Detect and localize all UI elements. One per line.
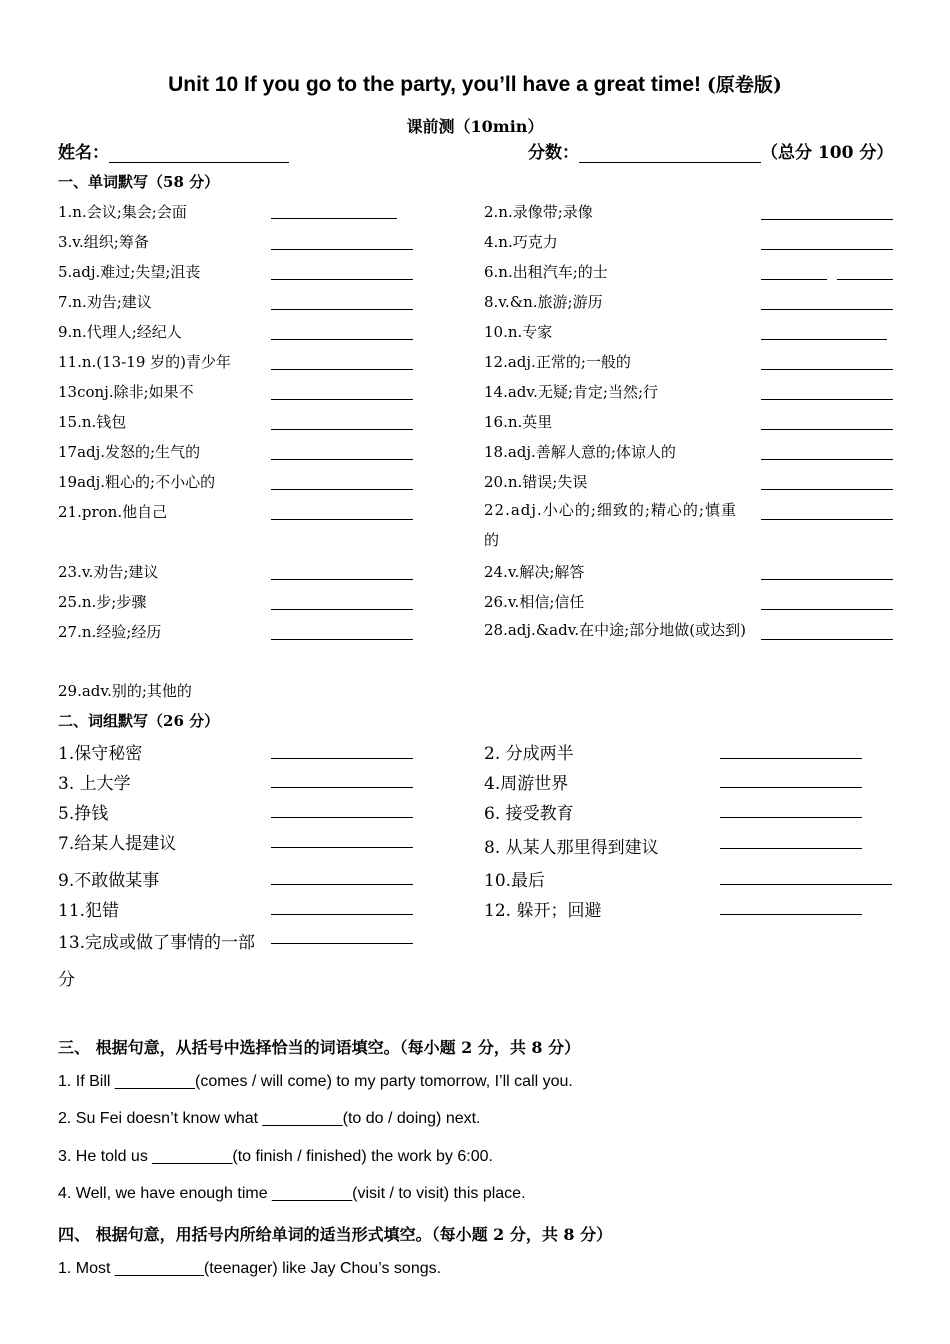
word-item: 1.n.会议;集会;会面 bbox=[58, 203, 187, 221]
answer-blank[interactable] bbox=[271, 429, 413, 430]
title-suffix: (原卷版) bbox=[706, 74, 782, 96]
section1-heading: 一、单词默写（58 分） bbox=[58, 173, 220, 191]
score-row bbox=[528, 138, 893, 163]
section3-heading: 三、 根据句意，从括号中选择恰当的词语填空。（每小题 2 分，共 8 分） bbox=[58, 1038, 581, 1057]
word-item: 13conj.除非;如果不 bbox=[58, 383, 194, 401]
word-item: 3.v.组织;筹备 bbox=[58, 233, 149, 251]
phrase-item: 4.周游世界 bbox=[484, 774, 569, 794]
phrase-item: 5.挣钱 bbox=[58, 804, 109, 824]
answer-blank[interactable] bbox=[271, 489, 413, 490]
word-item: 11.n.(13-19 岁的)青少年 bbox=[58, 353, 231, 371]
answer-blank[interactable] bbox=[761, 339, 887, 340]
answer-blank[interactable] bbox=[271, 218, 397, 219]
word-item: 25.n.步;步骤 bbox=[58, 593, 147, 611]
phrase-item: 11.犯错 bbox=[58, 901, 120, 921]
sentence-item: 4. Well, we have enough time _________(visit / to visit) this place. bbox=[58, 1185, 526, 1202]
answer-blank[interactable] bbox=[271, 787, 413, 788]
phrase-item: 2. 分成两半 bbox=[484, 744, 574, 764]
answer-blank[interactable] bbox=[720, 787, 862, 788]
sentence-item: 2. Su Fei doesn’t know what _________(to do / doing) next. bbox=[58, 1110, 481, 1127]
answer-blank[interactable] bbox=[271, 758, 413, 759]
word-item: 17adj.发怒的;生气的 bbox=[58, 443, 201, 461]
phrase-item: 3. 上大学 bbox=[58, 774, 131, 794]
answer-blank[interactable] bbox=[271, 309, 413, 310]
phrase-item: 13.完成或做了事情的一部分 bbox=[58, 933, 256, 990]
word-item: 26.v.相信;信任 bbox=[484, 593, 585, 611]
word-item: 28.adj.&adv.在中途;部分地做(或达到) bbox=[484, 621, 746, 639]
word-item: 24.v.解决;解答 bbox=[484, 563, 585, 581]
answer-blank[interactable] bbox=[720, 914, 862, 915]
answer-blank[interactable] bbox=[761, 609, 893, 610]
word-item: 9.n.代理人;经纪人 bbox=[58, 323, 182, 341]
word-item: 6.n.出租汽车;的士 bbox=[484, 263, 608, 281]
word-item: 16.n.英里 bbox=[484, 413, 553, 431]
answer-blank[interactable] bbox=[271, 884, 413, 885]
word-item: 10.n.专家 bbox=[484, 323, 553, 341]
word-item: 21.pron.他自己 bbox=[58, 503, 168, 521]
word-item: 22.adj.小心的;细致的;精心的;慎重的 bbox=[484, 501, 737, 549]
answer-blank[interactable] bbox=[271, 459, 413, 460]
answer-blank[interactable] bbox=[720, 884, 892, 885]
answer-blank[interactable] bbox=[271, 519, 413, 520]
word-item: 4.n.巧克力 bbox=[484, 233, 558, 251]
answer-blank[interactable] bbox=[271, 609, 413, 610]
phrase-item: 1.保守秘密 bbox=[58, 744, 143, 764]
phrase-item: 12. 躲开；回避 bbox=[484, 901, 602, 921]
answer-blank[interactable] bbox=[271, 279, 413, 280]
answer-blank[interactable] bbox=[271, 914, 413, 915]
answer-blank[interactable] bbox=[761, 579, 893, 580]
answer-blank[interactable] bbox=[761, 489, 893, 490]
answer-blank[interactable] bbox=[761, 309, 893, 310]
section2-heading: 二、词组默写（26 分） bbox=[58, 712, 220, 730]
document-subtitle: 课前测（10min） bbox=[406, 117, 544, 136]
score-label: 分数： bbox=[528, 143, 579, 163]
word-item: 2.n.录像带;录像 bbox=[484, 203, 593, 221]
word-item: 15.n.钱包 bbox=[58, 413, 127, 431]
answer-blank[interactable] bbox=[271, 249, 413, 250]
answer-blank[interactable] bbox=[761, 459, 893, 460]
section4-heading: 四、 根据句意，用括号内所给单词的适当形式填空。（每小题 2 分，共 8 分） bbox=[58, 1225, 613, 1244]
answer-blank[interactable] bbox=[720, 758, 862, 759]
word-item: 27.n.经验;经历 bbox=[58, 623, 162, 641]
phrase-item: 6. 接受教育 bbox=[484, 804, 574, 824]
title-main: Unit 10 If you go to the party, you’ll have a great time! bbox=[168, 73, 702, 96]
score-total: （总分 100 分） bbox=[761, 143, 894, 163]
document-title bbox=[0, 70, 950, 97]
answer-blank[interactable] bbox=[761, 369, 893, 370]
sentence-item: 3. He told us _________(to finish / finished) the work by 6:00. bbox=[58, 1148, 493, 1165]
word-item: 14.adv.无疑;肯定;当然;行 bbox=[484, 383, 659, 401]
name-row bbox=[58, 138, 289, 163]
name-blank[interactable] bbox=[109, 142, 289, 163]
answer-blank[interactable] bbox=[761, 399, 893, 400]
answer-blank[interactable] bbox=[761, 219, 893, 220]
answer-blank[interactable] bbox=[271, 943, 413, 944]
phrase-item: 9.不敢做某事 bbox=[58, 871, 160, 891]
answer-blank[interactable] bbox=[720, 817, 862, 818]
answer-blank[interactable] bbox=[761, 279, 827, 280]
answer-blank[interactable] bbox=[271, 639, 413, 640]
answer-blank[interactable] bbox=[720, 848, 862, 849]
answer-blank[interactable] bbox=[761, 639, 893, 640]
answer-blank[interactable] bbox=[271, 399, 413, 400]
sentence-item: 1. Most __________(teenager) like Jay Chou’s songs. bbox=[58, 1260, 442, 1277]
score-blank[interactable] bbox=[579, 142, 761, 163]
word-item: 29.adv.别的;其他的 bbox=[58, 682, 192, 700]
name-label: 姓名： bbox=[58, 143, 109, 163]
word-item: 7.n.劝告;建议 bbox=[58, 293, 152, 311]
answer-blank[interactable] bbox=[271, 369, 413, 370]
phrase-item: 7.给某人提建议 bbox=[58, 834, 177, 854]
answer-blank[interactable] bbox=[271, 579, 413, 580]
answer-blank[interactable] bbox=[837, 279, 893, 280]
phrase-item: 10.最后 bbox=[484, 871, 546, 891]
answer-blank[interactable] bbox=[271, 817, 413, 818]
word-item: 18.adj.善解人意的;体谅人的 bbox=[484, 443, 676, 461]
word-item: 5.adj.难过;失望;沮丧 bbox=[58, 263, 201, 281]
answer-blank[interactable] bbox=[271, 339, 413, 340]
word-item: 23.v.劝告;建议 bbox=[58, 563, 159, 581]
answer-blank[interactable] bbox=[761, 519, 893, 520]
answer-blank[interactable] bbox=[271, 847, 413, 848]
sentence-item: 1. If Bill _________(comes / will come) to my party tomorrow, I’ll call you. bbox=[58, 1073, 573, 1090]
word-item: 12.adj.正常的;一般的 bbox=[484, 353, 631, 371]
word-item: 8.v.&n.旅游;游历 bbox=[484, 293, 603, 311]
phrase-item: 8. 从某人那里得到建议 bbox=[484, 838, 659, 858]
word-item: 20.n.错误;失误 bbox=[484, 473, 588, 491]
word-item: 19adj.粗心的;不小心的 bbox=[58, 473, 216, 491]
answer-blank[interactable] bbox=[761, 249, 893, 250]
answer-blank[interactable] bbox=[761, 429, 893, 430]
